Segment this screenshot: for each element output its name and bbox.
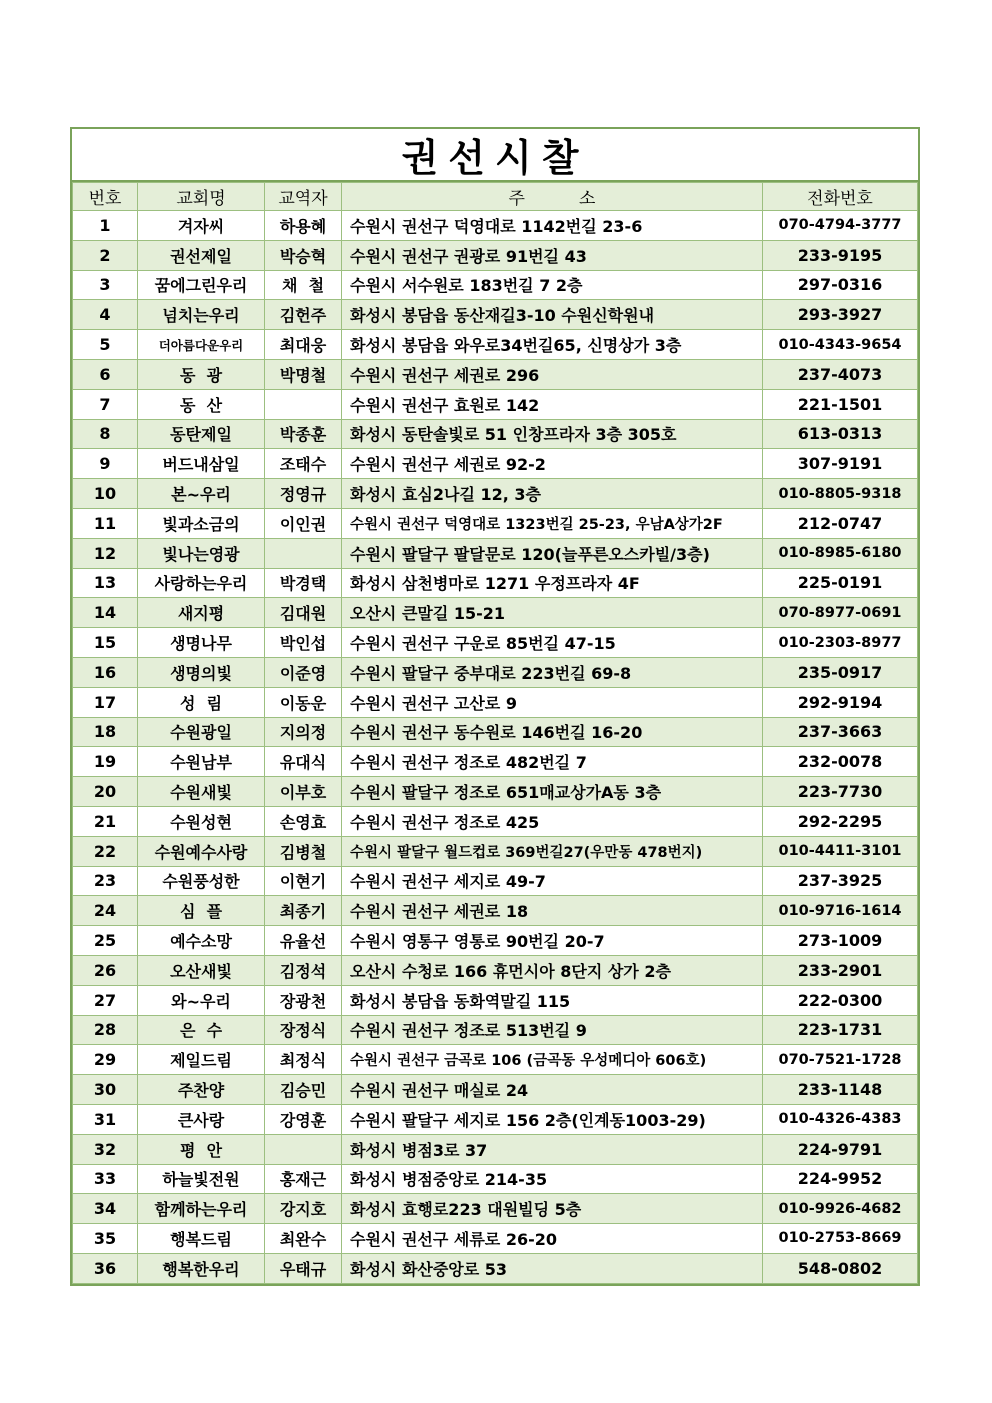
address: 수원시 권선구 구운로 85번길 47-15 bbox=[342, 628, 763, 658]
address: 수원시 팔달구 월드컵로 369번길27(우만동 478번지) bbox=[342, 836, 763, 866]
phone-number: 292-2295 bbox=[763, 806, 918, 836]
table-row bbox=[73, 240, 918, 270]
table-row bbox=[73, 598, 918, 628]
table-row bbox=[73, 479, 918, 509]
row-number: 26 bbox=[73, 955, 138, 985]
address: 수원시 서수원로 183번길 7 2층 bbox=[342, 270, 763, 300]
table-row bbox=[73, 211, 918, 241]
table-row bbox=[73, 330, 918, 360]
pastor-name: 홍재근 bbox=[265, 1164, 342, 1194]
row-number: 4 bbox=[73, 300, 138, 330]
phone-number: 225-0191 bbox=[763, 568, 918, 598]
address: 수원시 권선구 정조로 482번길 7 bbox=[342, 747, 763, 777]
church-name: 새지평 bbox=[138, 598, 265, 628]
header-pastor: 교역자 bbox=[265, 183, 342, 211]
row-number: 13 bbox=[73, 568, 138, 598]
church-name: 하늘빛전원 bbox=[138, 1164, 265, 1194]
pastor-name bbox=[265, 1134, 342, 1164]
address: 수원시 권선구 정조로 425 bbox=[342, 806, 763, 836]
address: 수원시 권선구 고산로 9 bbox=[342, 687, 763, 717]
church-name: 더아름다운우리 bbox=[138, 330, 265, 360]
row-number: 11 bbox=[73, 508, 138, 538]
church-name: 본~우리 bbox=[138, 479, 265, 509]
pastor-name: 이준영 bbox=[265, 657, 342, 687]
row-number: 15 bbox=[73, 628, 138, 658]
phone-number: 224-9791 bbox=[763, 1134, 918, 1164]
phone-number: 222-0300 bbox=[763, 985, 918, 1015]
phone-number: 293-3927 bbox=[763, 300, 918, 330]
address: 수원시 권선구 세권로 18 bbox=[342, 896, 763, 926]
row-number: 36 bbox=[73, 1253, 138, 1283]
pastor-name: 박인섭 bbox=[265, 628, 342, 658]
church-name: 동탄제일 bbox=[138, 419, 265, 449]
row-number: 22 bbox=[73, 836, 138, 866]
pastor-name: 최정식 bbox=[265, 1045, 342, 1075]
phone-number: 070-8977-0691 bbox=[763, 598, 918, 628]
header-no: 번호 bbox=[73, 183, 138, 211]
phone-number: 235-0917 bbox=[763, 657, 918, 687]
church-name: 꿈에그린우리 bbox=[138, 270, 265, 300]
table-body bbox=[73, 211, 918, 1284]
table-row bbox=[73, 300, 918, 330]
phone-number: 070-7521-1728 bbox=[763, 1045, 918, 1075]
table-row bbox=[73, 628, 918, 658]
table-row bbox=[73, 568, 918, 598]
row-number: 23 bbox=[73, 866, 138, 896]
pastor-name: 장정식 bbox=[265, 1015, 342, 1045]
address: 수원시 권선구 효원로 142 bbox=[342, 389, 763, 419]
table-row bbox=[73, 657, 918, 687]
church-name: 동 광 bbox=[138, 359, 265, 389]
header-phone: 전화번호 bbox=[763, 183, 918, 211]
address: 화성시 병점3로 37 bbox=[342, 1134, 763, 1164]
header-church: 교회명 bbox=[138, 183, 265, 211]
row-number: 30 bbox=[73, 1075, 138, 1105]
church-name: 큰사랑 bbox=[138, 1104, 265, 1134]
address: 수원시 권선구 덕영대로 1142번길 23-6 bbox=[342, 211, 763, 241]
table-row bbox=[73, 687, 918, 717]
pastor-name: 이부호 bbox=[265, 777, 342, 807]
table-row bbox=[73, 717, 918, 747]
pastor-name: 강영훈 bbox=[265, 1104, 342, 1134]
table-row bbox=[73, 1075, 918, 1105]
row-number: 34 bbox=[73, 1194, 138, 1224]
phone-number: 010-8985-6180 bbox=[763, 538, 918, 568]
address: 수원시 팔달구 세지로 156 2층(인계동1003-29) bbox=[342, 1104, 763, 1134]
pastor-name bbox=[265, 538, 342, 568]
table-row bbox=[73, 1015, 918, 1045]
phone-number: 237-3925 bbox=[763, 866, 918, 896]
page-title: 권선시찰 bbox=[72, 129, 918, 182]
row-number: 5 bbox=[73, 330, 138, 360]
address: 화성시 삼천병마로 1271 우정프라자 4F bbox=[342, 568, 763, 598]
phone-number: 221-1501 bbox=[763, 389, 918, 419]
row-number: 10 bbox=[73, 479, 138, 509]
table-row bbox=[73, 926, 918, 956]
church-name: 겨자씨 bbox=[138, 211, 265, 241]
address: 화성시 효심2나길 12, 3층 bbox=[342, 479, 763, 509]
church-name: 수원풍성한 bbox=[138, 866, 265, 896]
church-name: 생명의빛 bbox=[138, 657, 265, 687]
address: 수원시 권선구 매실로 24 bbox=[342, 1075, 763, 1105]
church-name: 은 수 bbox=[138, 1015, 265, 1045]
pastor-name: 김대원 bbox=[265, 598, 342, 628]
church-name: 수원예수사랑 bbox=[138, 836, 265, 866]
address: 수원시 권선구 세권로 92-2 bbox=[342, 449, 763, 479]
pastor-name: 김승민 bbox=[265, 1075, 342, 1105]
address: 화성시 화산중앙로 53 bbox=[342, 1253, 763, 1283]
row-number: 31 bbox=[73, 1104, 138, 1134]
table-row bbox=[73, 1134, 918, 1164]
church-name: 주찬양 bbox=[138, 1075, 265, 1105]
address: 화성시 동탄솔빛로 51 인창프라자 3층 305호 bbox=[342, 419, 763, 449]
church-name: 행복드림 bbox=[138, 1224, 265, 1254]
pastor-name: 박승혁 bbox=[265, 240, 342, 270]
address: 화성시 봉담읍 와우로34번길65, 신명상가 3층 bbox=[342, 330, 763, 360]
pastor-name: 지의정 bbox=[265, 717, 342, 747]
row-number: 32 bbox=[73, 1134, 138, 1164]
church-name: 수원광일 bbox=[138, 717, 265, 747]
phone-number: 070-4794-3777 bbox=[763, 211, 918, 241]
pastor-name: 박경택 bbox=[265, 568, 342, 598]
address: 화성시 병점중앙로 214-35 bbox=[342, 1164, 763, 1194]
address: 수원시 권선구 덕영대로 1323번길 25-23, 우남A상가2F bbox=[342, 508, 763, 538]
address: 수원시 권선구 정조로 513번길 9 bbox=[342, 1015, 763, 1045]
phone-number: 273-1009 bbox=[763, 926, 918, 956]
row-number: 33 bbox=[73, 1164, 138, 1194]
row-number: 8 bbox=[73, 419, 138, 449]
pastor-name: 유대식 bbox=[265, 747, 342, 777]
pastor-name: 김병철 bbox=[265, 836, 342, 866]
table-row bbox=[73, 955, 918, 985]
table-row bbox=[73, 419, 918, 449]
church-name: 수원새빛 bbox=[138, 777, 265, 807]
row-number: 9 bbox=[73, 449, 138, 479]
table-row bbox=[73, 747, 918, 777]
church-name: 와~우리 bbox=[138, 985, 265, 1015]
row-number: 24 bbox=[73, 896, 138, 926]
pastor-name: 정영규 bbox=[265, 479, 342, 509]
phone-number: 010-9926-4682 bbox=[763, 1194, 918, 1224]
phone-number: 010-4411-3101 bbox=[763, 836, 918, 866]
address: 수원시 권선구 동수원로 146번길 16-20 bbox=[342, 717, 763, 747]
row-number: 14 bbox=[73, 598, 138, 628]
row-number: 2 bbox=[73, 240, 138, 270]
pastor-name: 조태수 bbox=[265, 449, 342, 479]
row-number: 17 bbox=[73, 687, 138, 717]
church-name: 동 산 bbox=[138, 389, 265, 419]
church-name: 성 림 bbox=[138, 687, 265, 717]
address: 수원시 권선구 세지로 49-7 bbox=[342, 866, 763, 896]
address: 화성시 효행로223 대원빌딩 5층 bbox=[342, 1194, 763, 1224]
pastor-name: 박명철 bbox=[265, 359, 342, 389]
row-number: 21 bbox=[73, 806, 138, 836]
table-row bbox=[73, 449, 918, 479]
address: 수원시 권선구 세권로 296 bbox=[342, 359, 763, 389]
table-row bbox=[73, 777, 918, 807]
table-row bbox=[73, 1045, 918, 1075]
church-name: 생명나무 bbox=[138, 628, 265, 658]
table-row bbox=[73, 508, 918, 538]
row-number: 27 bbox=[73, 985, 138, 1015]
pastor-name: 김헌주 bbox=[265, 300, 342, 330]
row-number: 28 bbox=[73, 1015, 138, 1045]
phone-number: 010-2303-8977 bbox=[763, 628, 918, 658]
church-name: 권선제일 bbox=[138, 240, 265, 270]
phone-number: 010-8805-9318 bbox=[763, 479, 918, 509]
address: 수원시 권선구 권광로 91번길 43 bbox=[342, 240, 763, 270]
table-row bbox=[73, 1194, 918, 1224]
pastor-name: 박종훈 bbox=[265, 419, 342, 449]
table-row bbox=[73, 1224, 918, 1254]
church-name: 빛과소금의 bbox=[138, 508, 265, 538]
church-name: 빛나는영광 bbox=[138, 538, 265, 568]
address: 수원시 팔달구 정조로 651매교상가A동 3층 bbox=[342, 777, 763, 807]
row-number: 25 bbox=[73, 926, 138, 956]
phone-number: 548-0802 bbox=[763, 1253, 918, 1283]
pastor-name: 장광천 bbox=[265, 985, 342, 1015]
directory-table bbox=[72, 182, 918, 1284]
phone-number: 292-9194 bbox=[763, 687, 918, 717]
address: 수원시 권선구 금곡로 106 (금곡동 우성메디아 606호) bbox=[342, 1045, 763, 1075]
row-number: 20 bbox=[73, 777, 138, 807]
church-name: 수원남부 bbox=[138, 747, 265, 777]
pastor-name: 이인권 bbox=[265, 508, 342, 538]
phone-number: 237-3663 bbox=[763, 717, 918, 747]
table-row bbox=[73, 836, 918, 866]
row-number: 35 bbox=[73, 1224, 138, 1254]
church-directory bbox=[70, 127, 920, 1286]
row-number: 18 bbox=[73, 717, 138, 747]
pastor-name: 김정석 bbox=[265, 955, 342, 985]
church-name: 사랑하는우리 bbox=[138, 568, 265, 598]
table-row bbox=[73, 896, 918, 926]
table-row bbox=[73, 806, 918, 836]
phone-number: 307-9191 bbox=[763, 449, 918, 479]
table-row bbox=[73, 359, 918, 389]
address: 수원시 영통구 영통로 90번길 20-7 bbox=[342, 926, 763, 956]
table-row bbox=[73, 1164, 918, 1194]
pastor-name: 이현기 bbox=[265, 866, 342, 896]
pastor-name bbox=[265, 389, 342, 419]
phone-number: 233-9195 bbox=[763, 240, 918, 270]
church-name: 오산새빛 bbox=[138, 955, 265, 985]
row-number: 29 bbox=[73, 1045, 138, 1075]
row-number: 16 bbox=[73, 657, 138, 687]
table-row bbox=[73, 270, 918, 300]
pastor-name: 유율선 bbox=[265, 926, 342, 956]
pastor-name: 최완수 bbox=[265, 1224, 342, 1254]
pastor-name: 최종기 bbox=[265, 896, 342, 926]
row-number: 12 bbox=[73, 538, 138, 568]
church-name: 수원성현 bbox=[138, 806, 265, 836]
church-name: 넘치는우리 bbox=[138, 300, 265, 330]
row-number: 6 bbox=[73, 359, 138, 389]
pastor-name: 채 철 bbox=[265, 270, 342, 300]
church-name: 함께하는우리 bbox=[138, 1194, 265, 1224]
row-number: 19 bbox=[73, 747, 138, 777]
address: 오산시 수청로 166 휴먼시아 8단지 상가 2층 bbox=[342, 955, 763, 985]
phone-number: 223-1731 bbox=[763, 1015, 918, 1045]
pastor-name: 강지호 bbox=[265, 1194, 342, 1224]
phone-number: 010-2753-8669 bbox=[763, 1224, 918, 1254]
row-number: 7 bbox=[73, 389, 138, 419]
church-name: 예수소망 bbox=[138, 926, 265, 956]
phone-number: 232-0078 bbox=[763, 747, 918, 777]
table-row bbox=[73, 985, 918, 1015]
phone-number: 297-0316 bbox=[763, 270, 918, 300]
pastor-name: 우태규 bbox=[265, 1253, 342, 1283]
address: 화성시 봉담읍 동산재길3-10 수원신학원내 bbox=[342, 300, 763, 330]
church-name: 심 플 bbox=[138, 896, 265, 926]
church-name: 제일드림 bbox=[138, 1045, 265, 1075]
pastor-name: 최대웅 bbox=[265, 330, 342, 360]
phone-number: 233-1148 bbox=[763, 1075, 918, 1105]
header-address: 주 소 bbox=[342, 183, 763, 211]
address: 화성시 봉담읍 동화역말길 115 bbox=[342, 985, 763, 1015]
pastor-name: 손영효 bbox=[265, 806, 342, 836]
church-name: 버드내삼일 bbox=[138, 449, 265, 479]
phone-number: 224-9952 bbox=[763, 1164, 918, 1194]
phone-number: 010-9716-1614 bbox=[763, 896, 918, 926]
phone-number: 010-4343-9654 bbox=[763, 330, 918, 360]
table-row bbox=[73, 389, 918, 419]
phone-number: 233-2901 bbox=[763, 955, 918, 985]
church-name: 평 안 bbox=[138, 1134, 265, 1164]
phone-number: 010-4326-4383 bbox=[763, 1104, 918, 1134]
phone-number: 237-4073 bbox=[763, 359, 918, 389]
table-row bbox=[73, 1104, 918, 1134]
phone-number: 613-0313 bbox=[763, 419, 918, 449]
pastor-name: 이동운 bbox=[265, 687, 342, 717]
address: 수원시 권선구 세류로 26-20 bbox=[342, 1224, 763, 1254]
table-row bbox=[73, 1253, 918, 1283]
row-number: 3 bbox=[73, 270, 138, 300]
table-row bbox=[73, 538, 918, 568]
table-row bbox=[73, 866, 918, 896]
pastor-name: 하용혜 bbox=[265, 211, 342, 241]
row-number: 1 bbox=[73, 211, 138, 241]
church-name: 행복한우리 bbox=[138, 1253, 265, 1283]
address: 수원시 팔달구 중부대로 223번길 69-8 bbox=[342, 657, 763, 687]
table-header-row bbox=[73, 183, 918, 211]
phone-number: 212-0747 bbox=[763, 508, 918, 538]
phone-number: 223-7730 bbox=[763, 777, 918, 807]
address: 수원시 팔달구 팔달문로 120(늘푸른오스카빌/3층) bbox=[342, 538, 763, 568]
address: 오산시 큰말길 15-21 bbox=[342, 598, 763, 628]
